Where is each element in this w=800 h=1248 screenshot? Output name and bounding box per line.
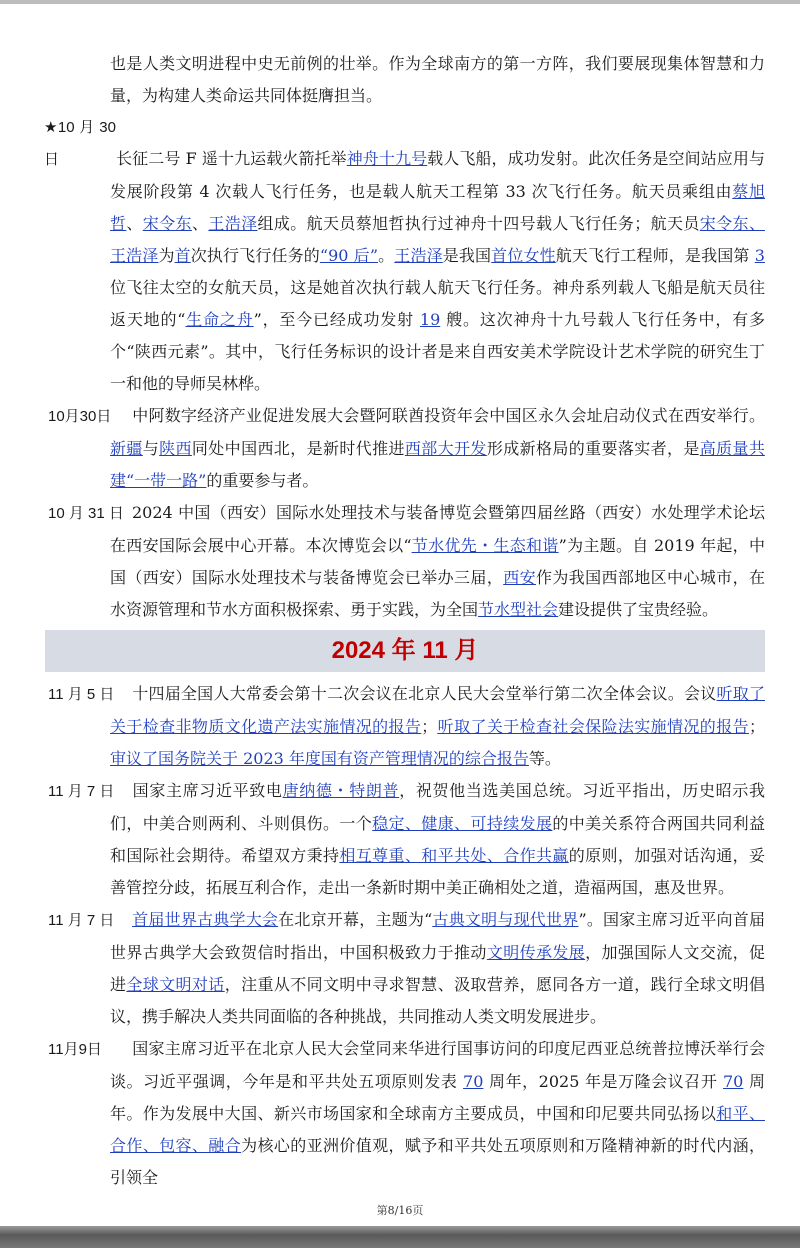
body-text: 。 [378, 246, 395, 265]
event-date: 11月9日 [48, 1041, 102, 1058]
body-text: 周年。作为发展中大国、新兴市场国家和全球南方主要成员，中国和印尼要共同弘扬以 [110, 1072, 765, 1123]
body-text: 十四届全国人大常委会第十二次会议在北京人民大会堂举行第二次全体会议。会议 [132, 684, 717, 703]
hyperlink[interactable]: 听取了关于检查社会保险法实施情况的报告 [437, 717, 749, 736]
page-number: 第8/16页 [376, 1204, 424, 1217]
body-text: 同处中国西北，是新时代推进 [191, 439, 405, 458]
hyperlink[interactable]: 70 [723, 1072, 744, 1091]
body-text: 等。 [528, 749, 561, 768]
hyperlink[interactable]: 70 [463, 1072, 484, 1091]
event-date: 11 月 7 日 [48, 783, 115, 800]
body-text: 航天飞行工程师，是我国第 [555, 246, 755, 265]
body-text: 在北京开幕，主题为“ [278, 910, 433, 929]
hyperlink[interactable]: 陕西 [159, 439, 192, 458]
body-text: 国家主席习近平致电 [132, 781, 283, 800]
body-text: 为 [158, 246, 175, 265]
event-entry [0, 678, 765, 775]
hyperlink[interactable]: 高质量共建“一带一路” [110, 439, 765, 490]
event-entry [0, 775, 765, 904]
month-header [45, 630, 765, 672]
body-text: 位飞往太空的女航天员，这是她首次执行载人航天飞行任务。神舟系列载人飞船是航天员往返天地的“ [110, 278, 765, 329]
body-text: ，加强国际人文交流，促进 [110, 943, 765, 994]
hyperlink[interactable]: 3 [754, 246, 765, 265]
body-text: 形成新格局的重要落实者，是 [486, 439, 700, 458]
entries-november [0, 678, 800, 1194]
entries-october [0, 48, 800, 626]
body-text: 与 [142, 439, 160, 458]
event-date: 11 月 7 日 [48, 912, 115, 929]
hyperlink[interactable]: 稳定、健康、可持续发展 [372, 814, 553, 833]
hyperlink[interactable]: 神舟十九号 [346, 149, 428, 168]
month-header-title: 2024 年 11 月 [331, 637, 479, 664]
body-text: ”。国家主席习近平向首届世界古典学大会致贺信时指出，中国积极致力于推动 [110, 910, 765, 962]
body-text: 、 [191, 214, 209, 233]
hyperlink[interactable]: 首 [174, 246, 191, 265]
hyperlink[interactable]: 王浩泽 [208, 214, 258, 233]
hyperlink[interactable]: “90 后” [319, 246, 378, 265]
hyperlink[interactable]: 唐纳德・特朗普 [282, 781, 400, 800]
hyperlink[interactable]: 宋令东 [142, 214, 192, 233]
hyperlink[interactable]: 节水型社会 [478, 600, 559, 619]
hyperlink[interactable]: 听取了关于检查非物质文化遗产法实施情况的报告 [110, 684, 765, 736]
event-entry [0, 112, 765, 400]
body-text: 也是人类文明进程中史无前例的壮举。作为全球南方的第一方阵，我们要展现集体智慧和力量，为构建人类命运共同体挺膺担当。 [110, 54, 765, 105]
document-page [0, 4, 800, 1194]
body-text: 的原则，加强对话沟通，妥善管控分歧，拓展互利合作，走出一条新时期中美正确相处之道，造福两国，惠及世界。 [110, 846, 765, 897]
event-entry [0, 48, 765, 112]
hyperlink[interactable]: 西部大开发 [404, 439, 487, 458]
body-text: ，祝贺他当选美国总统。习近平指出，历史昭示我们，中美合则两利、斗则俱伤。一个 [110, 781, 765, 833]
hyperlink[interactable]: 和平、合作、包容、融合 [110, 1104, 765, 1155]
body-text: ”，至今已经成功发射 [253, 310, 420, 329]
hyperlink[interactable]: 文明传承发展 [486, 943, 586, 962]
hyperlink[interactable]: 宋令东、王浩泽 [110, 214, 765, 265]
body-text: ”为主题。自 2019 年起，中国（西安）国际水处理技术与装备博览会已举办三届， [110, 536, 765, 587]
hyperlink[interactable]: 19 [419, 310, 441, 329]
body-text: 国家主席习近平在北京人民大会堂同来华进行国事访问的印度尼西亚总统普拉博沃举行会谈。习近平强调，今年是和平共处五项原则发表 [110, 1039, 765, 1091]
body-text: 次执行飞行任务的 [190, 246, 320, 265]
body-text: 的中美关系符合两国共同利益和国际社会期待。希望双方秉持 [110, 814, 765, 865]
hyperlink[interactable]: 新疆 [110, 439, 143, 458]
hyperlink[interactable]: 蔡旭哲 [110, 182, 765, 233]
body-text: 2024 中国（西安）国际水处理技术与装备博览会暨第四届丝路（西安）水处理学术论坛在西安国际会展中心开幕。本次博览会以“ [110, 503, 765, 555]
hyperlink[interactable]: 相互尊重、和平共处、合作共赢 [339, 846, 569, 865]
event-entry [0, 904, 765, 1033]
body-text: 建设提供了宝贵经验。 [558, 600, 719, 619]
hyperlink[interactable]: 首位 [491, 246, 524, 265]
event-entry [0, 497, 765, 626]
body-text: 组成。航天员蔡旭哲执行过神舟十四号载人飞行任务；航天员 [257, 214, 700, 233]
body-text: ，注重从不同文明中寻求智慧、汲取营养，愿同各方一道，践行全球文明倡议，携手解决人类共同面临的各种挑战，共同推动人类文明发展进步。 [110, 975, 765, 1026]
event-date: 10 月 31 日 [48, 505, 124, 522]
body-text: 载人飞船，成功发射。此次任务是空间站应用与发展阶段第 4 次载人飞行任务，也是载人航天工程第 33 次飞行任务。航天员乘组由 [110, 149, 765, 201]
hyperlink[interactable]: 西安 [503, 568, 536, 587]
body-text: 为核心的亚洲价值观，赋予和平共处五项原则和万隆精神新的时代内涵，引领全 [110, 1136, 765, 1187]
hyperlink[interactable]: 全球文明对话 [126, 975, 225, 994]
hyperlink[interactable]: 首届世界古典学大会 [132, 910, 279, 929]
event-date: 10月30日 [48, 408, 112, 425]
body-text: 的重要参与者。 [206, 471, 319, 490]
body-text: 长征二号 F 遥十九运载火箭托举 [116, 149, 347, 168]
body-text: 艘。这次神舟十九号载人飞行任务中，有多个“陕西元素”。其中，飞行任务标识的设计者是来自西安美术学院设计艺术学院的研究生丁一和他的导师吴林桦。 [110, 310, 765, 393]
hyperlink[interactable]: 审议了国务院关于 2023 年度国有资产管理情况的综合报告 [110, 749, 529, 768]
hyperlink[interactable]: 王浩泽 [394, 246, 443, 265]
hyperlink[interactable]: 古典文明与现代世界 [432, 910, 579, 929]
event-entry [0, 1033, 765, 1194]
body-text: ； [748, 717, 765, 736]
body-text: 作为我国西部地区中心城市，在水资源管理和节水方面积极探索、勇于实践，为全国 [110, 568, 765, 619]
event-date: ★10 月 30 日 [44, 119, 116, 168]
hyperlink[interactable]: 生命之舟 [185, 310, 254, 329]
body-text: ； [421, 717, 438, 736]
body-text: 是我国 [442, 246, 492, 265]
event-entry [0, 400, 765, 497]
body-text: 周年，2025 年是万隆会议召开 [483, 1072, 723, 1091]
page-bottom-shadow [0, 1226, 800, 1248]
event-date: 11 月 5 日 [48, 686, 115, 703]
hyperlink[interactable]: 女性 [523, 246, 556, 265]
hyperlink[interactable]: 节水优先・生态和谐 [411, 536, 559, 555]
body-text: 、 [126, 214, 143, 233]
body-text: 中阿数字经济产业促进发展大会暨阿联酋投资年会中国区永久会址启动仪式在西安举行。 [132, 406, 765, 425]
